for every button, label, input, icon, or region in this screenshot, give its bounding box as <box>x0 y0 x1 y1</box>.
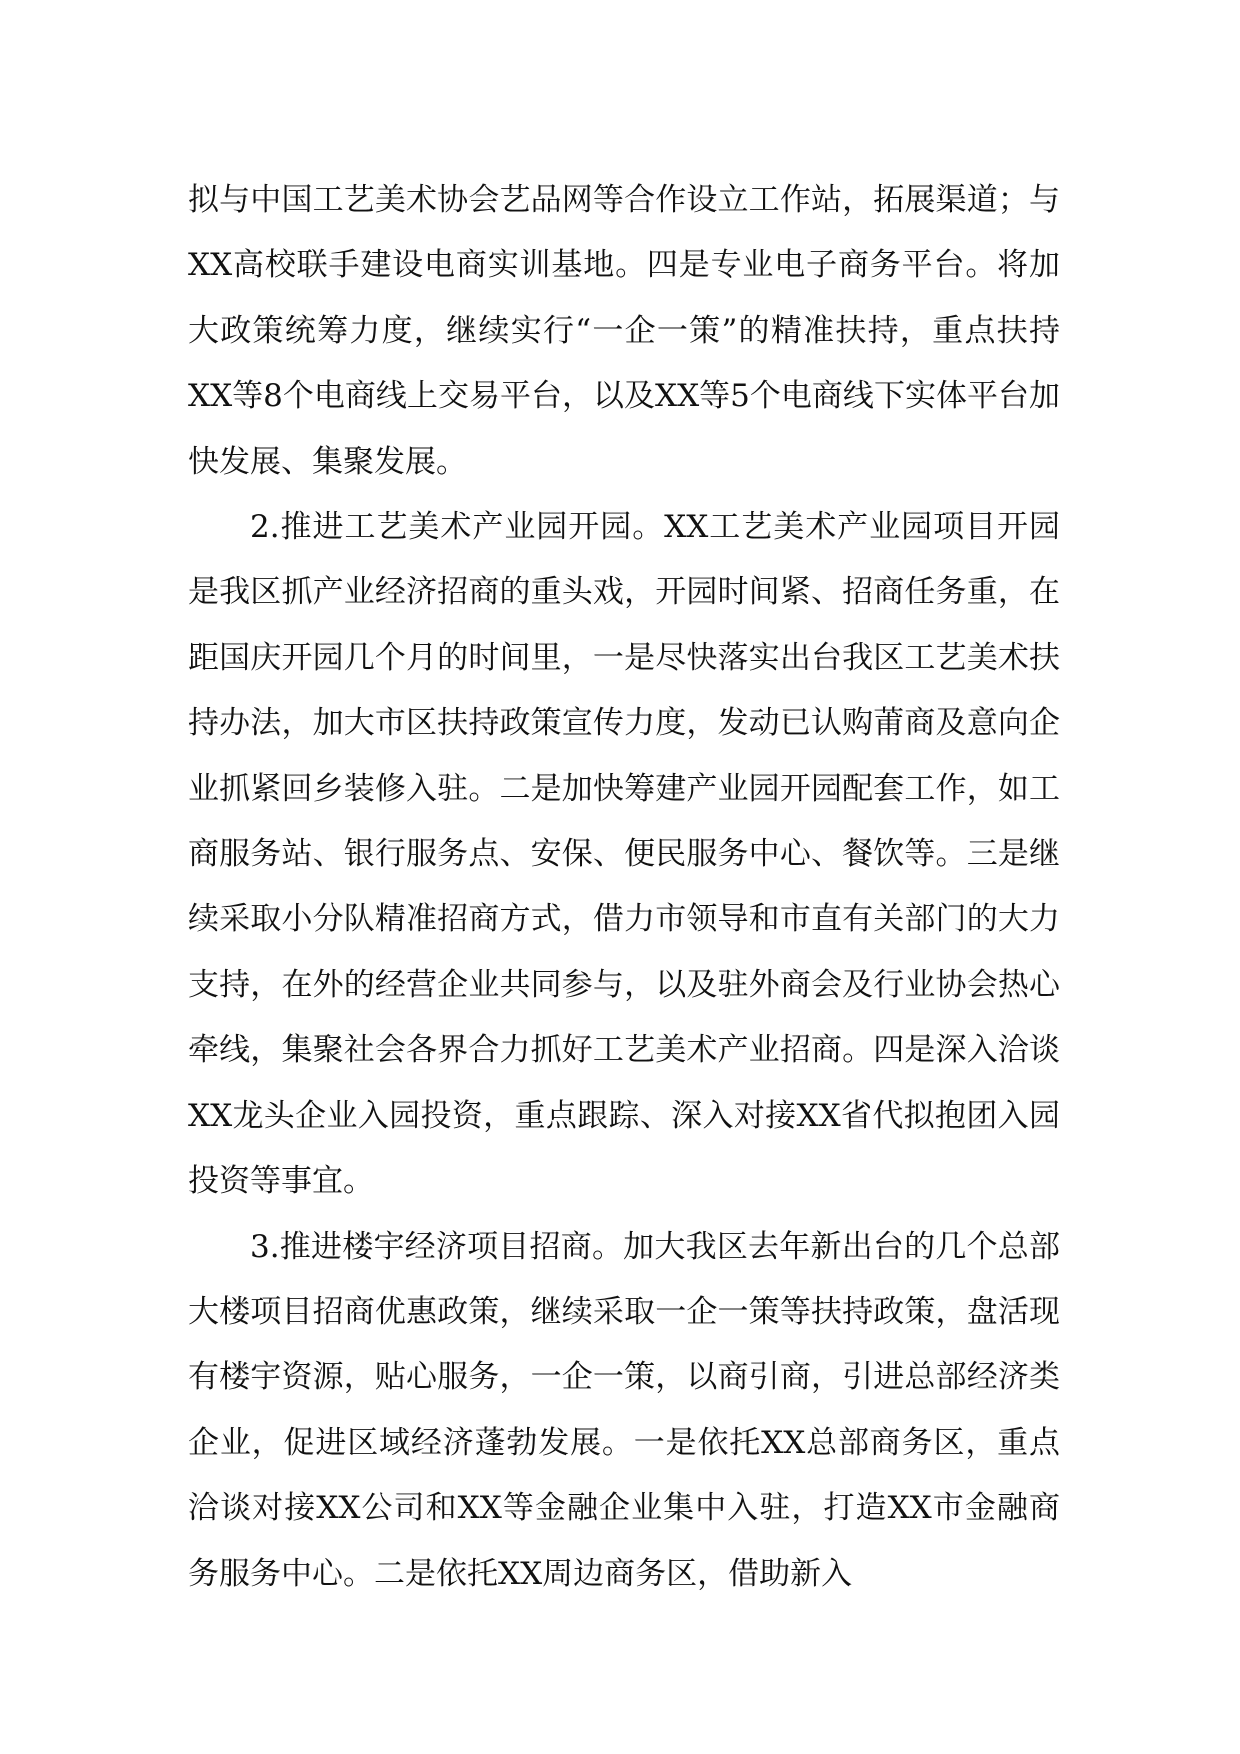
document-page <box>188 168 1060 1607</box>
paragraph-continued: 拟与中国工艺美术协会艺品网等合作设立工作站，拓展渠道；与XX高校联手建设电商实训基地。四是专业电子商务平台。将加大政策统筹力度，继续实行“一企一策”的精准扶持，重点扶持XX等8个电商线上交易平台，以及XX等5个电商线下实体平台加快发展、集聚发展。 <box>188 182 1060 480</box>
paragraph-item-3: 3.推进楼宇经济项目招商。加大我区去年新出台的几个总部大楼项目招商优惠政策，继续采取一企一策等扶持政策，盘活现有楼宇资源，贴心服务，一企一策，以商引商，引进总部经济类企业，促进区域经济蓬勃发展。一是依托XX总部商务区，重点洽谈对接XX公司和XX等金融企业集中入驻，打造XX市金融商务服务中心。二是依托XX周边商务区，借助新入 <box>188 1228 1060 1592</box>
paragraph-item-2: 2.推进工艺美术产业园开园。XX工艺美术产业园项目开园是我区抓产业经济招商的重头戏，开园时间紧、招商任务重，在距国庆开园几个月的时间里，一是尽快落实出台我区工艺美术扶持办法，加大市区扶持政策宣传力度，发动已认购莆商及意向企业抓紧回乡装修入驻。二是加快筹建产业园开园配套工作，如工商服务站、银行服务点、安保、便民服务中心、餐饮等。三是继续采取小分队精准招商方式，借力市领导和市直有关部门的大力支持，在外的经营企业共同参与，以及驻外商会及行业协会热心牵线，集聚社会各界合力抓好工艺美术产业招商。四是深入洽谈XX龙头企业入园投资，重点跟踪、深入对接XX省代拟抱团入园投资等事宜。 <box>188 509 1060 1200</box>
